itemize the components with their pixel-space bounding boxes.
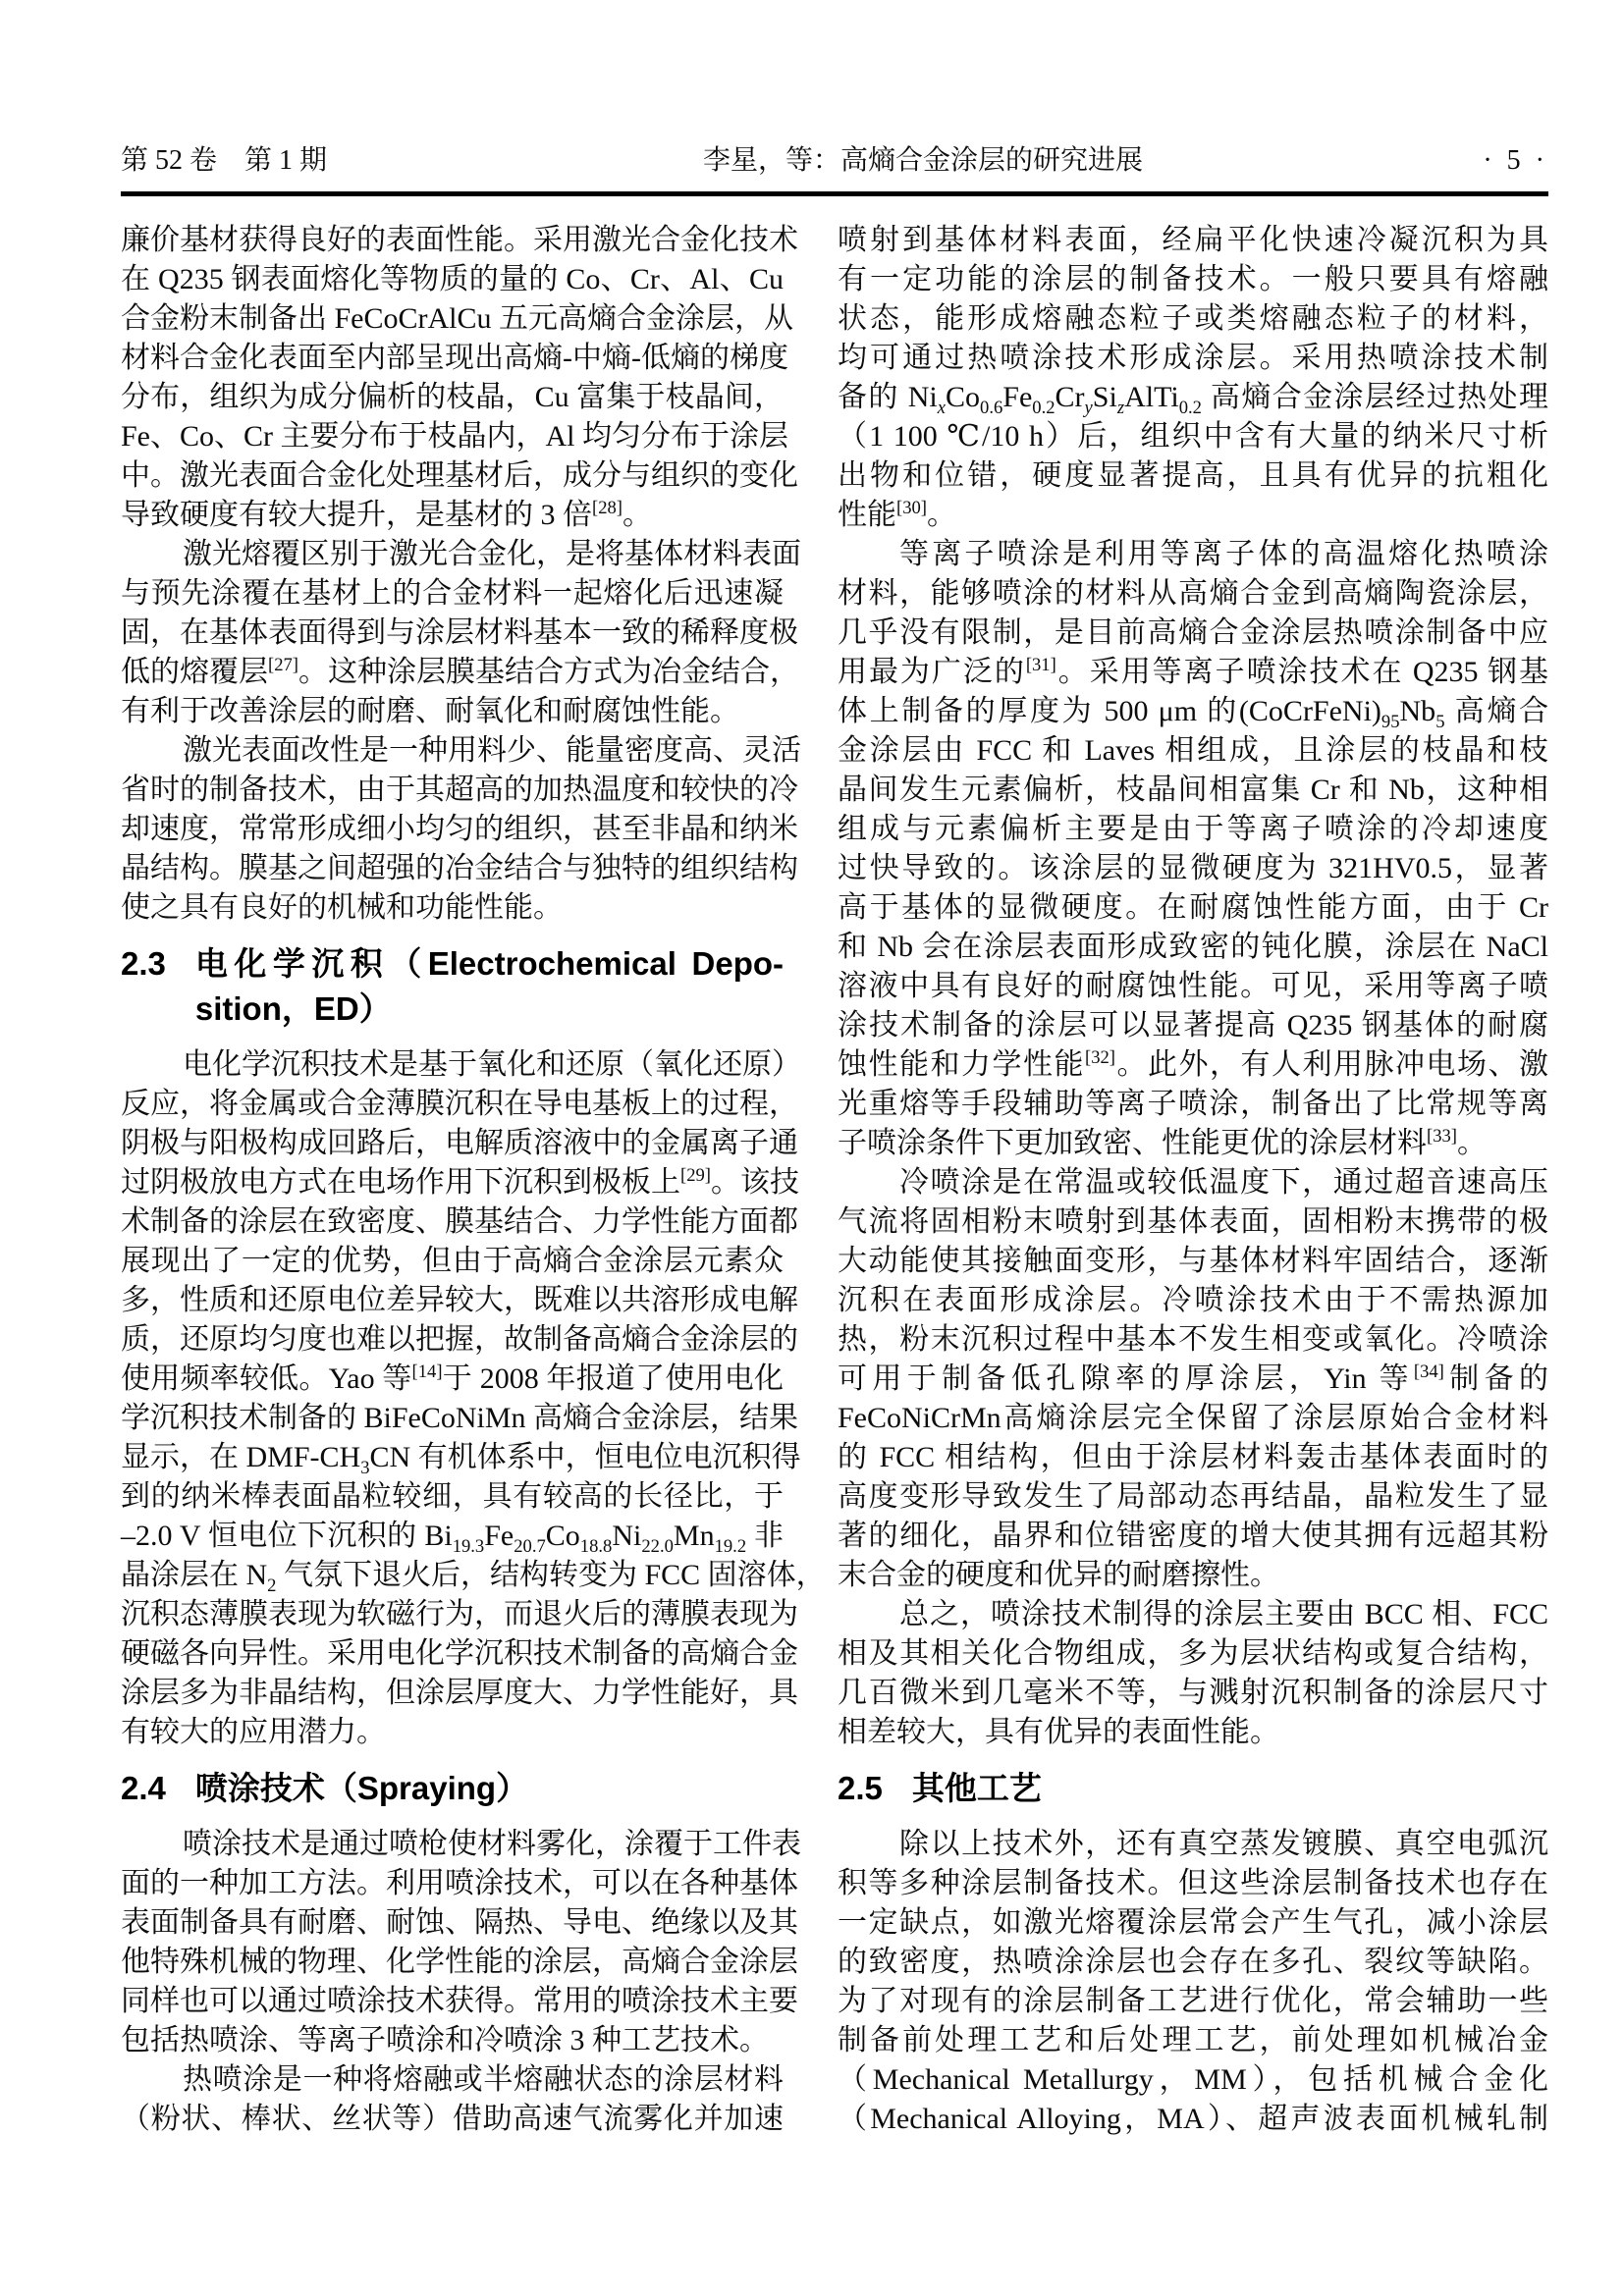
text-line: 喷涂技术是通过喷枪使材料雾化，涂覆于工件表 <box>183 1828 801 1860</box>
text-line: 包括热喷涂、等离子喷涂和冷喷涂 3 种工艺技术。 <box>121 2024 769 2056</box>
text-line: 用最为广泛的[31]。采用等离子喷涂技术在 Q235 钢基 <box>838 655 1548 688</box>
text-line: 均可通过热喷涂技术形成涂层。采用热喷涂技术制 <box>838 342 1548 374</box>
text-line: 组成与元素偏析主要是由于等离子喷涂的冷却速度 <box>838 813 1548 845</box>
text-line: 中。激光表面合金化处理基材后，成分与组织的变化 <box>121 459 798 492</box>
text-line: （Mechanical Alloying，MA）、超声波表面机械轧制 <box>838 2103 1548 2135</box>
paragraph <box>121 1045 826 1752</box>
text-line: 溶液中具有良好的耐腐蚀性能。可见，采用等离子喷 <box>838 970 1548 1002</box>
text-line: 展现出了一定的优势，但由于高熵合金涂层元素众 <box>121 1245 784 1277</box>
text-line: FeCoNiCrMn高熵涂层完全保留了涂层原始合金材料 <box>838 1402 1548 1434</box>
section-title-line: 电化学沉积（Electrochemical Depo- <box>194 945 784 982</box>
text-line: 反应，将金属或合金薄膜沉积在导电基板上的过程， <box>121 1088 798 1120</box>
section-title-line: sition，ED） <box>194 990 392 1027</box>
text-line: 材料，能够喷涂的材料从高熵合金到高熵陶瓷涂层， <box>838 577 1548 610</box>
text-line: （1 100 ℃/10 h）后，组织中含有大量的纳米尺寸析 <box>838 420 1548 453</box>
text-line: 可用于制备低孔隙率的厚涂层，Yin 等[34]制备的 <box>838 1362 1548 1395</box>
section-number: 2.4 <box>121 1770 166 1806</box>
text-line: 涂技术制备的涂层可以显著提高 Q235 钢基体的耐腐 <box>838 1009 1548 1041</box>
text-line: 一定缺点，如激光熔覆涂层常会产生气孔，减小涂层 <box>838 1906 1548 1939</box>
section-title <box>195 1766 784 1811</box>
paragraph <box>121 221 798 535</box>
text-line: 的致密度，热喷涂涂层也会存在多孔、裂纹等缺陷。 <box>838 1946 1548 1978</box>
section-title <box>195 941 784 1032</box>
page-number: · 5 · <box>1483 145 1548 176</box>
text-line: 末合金的硬度和优异的耐磨擦性。 <box>838 1559 1279 1591</box>
text-line: 状态，能形成熔融态粒子或类熔融态粒子的材料， <box>838 302 1548 335</box>
text-line: 到的纳米棒表面晶粒较细，具有较高的长径比，于 <box>121 1480 784 1513</box>
text-line: 出物和位错，硬度显著提高，且具有优异的抗粗化 <box>838 459 1548 492</box>
right-column <box>838 221 1548 2139</box>
text-line: 相差较大，具有优异的表面性能。 <box>838 1716 1279 1748</box>
text-line: 大动能使其接触面变形，与基体材料牢固结合，逐渐 <box>838 1245 1548 1277</box>
text-line: 学沉积技术制备的 BiFeCoNiMn 高熵合金涂层，结果 <box>121 1402 799 1434</box>
text-line: 过快导致的。该涂层的显微硬度为 321HV0.5，显著 <box>838 852 1548 884</box>
text-line: 阴极与阳极构成回路后，电解质溶液中的金属离子通 <box>121 1127 798 1159</box>
text-line: 分布，组织为成分偏析的枝晶，Cu 富集于枝晶间， <box>121 381 784 413</box>
text-line: 他特殊机械的物理、化学性能的涂层，高熵合金涂层 <box>121 1946 798 1978</box>
section-number: 2.3 <box>121 945 166 982</box>
text-line: 与预先涂覆在基材上的合金材料一起熔化后迅速凝 <box>121 577 784 610</box>
text-line: 冷喷涂是在常温或较低温度下，通过超音速高压 <box>899 1166 1548 1199</box>
text-line: 多，性质和还原电位差异较大，既难以共溶形成电解 <box>121 1284 798 1316</box>
text-line: 备的 $Ni_xCo_{0.6}Fe_{0.2}Cr_ySi_zAlTi_{0.2}$ 高熵合金涂层经过热处理 <box>838 381 1549 418</box>
text-line: 低的熔覆层[27]。这种涂层膜基结合方式为冶金结合， <box>121 655 799 688</box>
text-line: 著的细化，晶界和位错密度的增大使其拥有远超其粉 <box>838 1520 1548 1552</box>
paragraph <box>121 731 801 928</box>
paragraph <box>121 2060 784 2139</box>
text-line: 晶结构。膜基之间超强的冶金结合与独特的组织结构 <box>121 852 798 884</box>
text-line: 制备前处理工艺和后处理工艺，前处理如机械冶金 <box>838 2024 1548 2056</box>
text-line: 有较大的应用潜力。 <box>121 1716 386 1748</box>
text-line: 在 Q235 钢表面熔化等物质的量的 Co、Cr、Al、Cu <box>121 263 784 295</box>
text-line: 电化学沉积技术是基于氧化和还原（氧化还原） <box>183 1048 801 1081</box>
text-line: 固，在基体表面得到与涂层材料基本一致的稀释度极 <box>121 616 798 649</box>
journal-volume-issue: 第 52 卷 第 1 期 <box>121 145 328 176</box>
text-line: 热，粉末沉积过程中基本不发生相变或氧化。冷喷涂 <box>838 1323 1548 1356</box>
paragraph <box>838 535 1548 1163</box>
text-line: 有一定功能的涂层的制备技术。一般只要具有熔融 <box>838 263 1548 295</box>
page-header <box>121 143 1548 179</box>
text-line: 气流将固相粉末喷射到基体表面，固相粉末携带的极 <box>838 1205 1548 1238</box>
page-content <box>121 143 1548 2139</box>
text-line: 使之具有良好的机械和功能性能。 <box>121 891 563 924</box>
paragraph <box>838 221 1548 535</box>
text-line: （Mechanical Metallurgy，MM），包括机械合金化 <box>838 2063 1548 2096</box>
text-line: 高度变形导致发生了局部动态再结晶，晶粒发生了显 <box>838 1480 1548 1513</box>
text-line: 沉积态薄膜表现为软磁行为，而退火后的薄膜表现为 <box>121 1598 798 1630</box>
text-line: –2.0 V 恒电位下沉积的 $Bi_{19.3}Fe_{20.7}Co_{18.8}Ni_{22.0}Mn_{19.2}$ 非 <box>121 1520 784 1557</box>
text-line: 术制备的涂层在致密度、膜基结合、力学性能方面都 <box>121 1205 798 1238</box>
paragraph <box>838 1163 1548 1595</box>
text-line: 合金粉末制备出 FeCoCrAlCu 五元高熵合金涂层，从 <box>121 302 794 335</box>
text-line: 硬磁各向异性。采用电化学沉积技术制备的高熵合金 <box>121 1637 798 1670</box>
text-line: 晶间发生元素偏析，枝晶间相富集 Cr 和 Nb，这种相 <box>838 774 1548 806</box>
paragraph <box>838 1825 1548 2139</box>
left-column <box>121 221 826 2139</box>
text-line: 晶涂层在 $N_2$ 气氛下退火后，结构转变为 FCC 固溶体， <box>121 1559 826 1596</box>
text-line: 的 FCC 相结构，但由于涂层材料轰击基体表面时的 <box>838 1441 1548 1473</box>
section-heading <box>838 1766 1548 1811</box>
text-line: 光重熔等手段辅助等离子喷涂，制备出了比常规等离 <box>838 1088 1548 1120</box>
section-heading <box>121 1766 784 1811</box>
text-line: 子喷涂条件下更加致密、性能更优的涂层材料[33]。 <box>838 1126 1487 1159</box>
two-column-body <box>121 221 1548 2139</box>
paragraph <box>838 1595 1548 1752</box>
text-line: 却速度，常常形成细小均匀的组织，甚至非晶和纳米 <box>121 813 798 845</box>
text-line: 有利于改善涂层的耐磨、耐氧化和耐腐蚀性能。 <box>121 695 739 727</box>
text-line: Fe、Co、Cr 主要分布于枝晶内，Al 均匀分布于涂层 <box>121 420 789 453</box>
text-line: 金涂层由 FCC 和 Laves 相组成，且涂层的枝晶和枝 <box>838 734 1548 767</box>
paragraph <box>121 1825 801 2060</box>
text-line: 质，还原均匀度也难以把握，故制备高熵合金涂层的 <box>121 1323 798 1356</box>
section-number: 2.5 <box>838 1770 883 1806</box>
text-line: 同样也可以通过喷涂技术获得。常用的喷涂技术主要 <box>121 1985 798 2017</box>
text-line: 和 Nb 会在涂层表面形成致密的钝化膜，涂层在 NaCl <box>838 931 1548 963</box>
text-line: 涂层多为非晶结构，但涂层厚度大、力学性能好，具 <box>121 1677 798 1709</box>
text-line: 导致硬度有较大提升，是基材的 3 倍[28]。 <box>121 498 652 531</box>
text-line: 性能[30]。 <box>838 498 956 531</box>
text-line: 沉积在表面形成涂层。冷喷涂技术由于不需热源加 <box>838 1284 1548 1316</box>
text-line: 激光表面改性是一种用料少、能量密度高、灵活 <box>183 734 801 767</box>
text-line: 积等多种涂层制备技术。但这些涂层制备技术也存在 <box>838 1867 1548 1899</box>
section-heading <box>121 941 784 1032</box>
running-title: 李星，等：高熵合金涂层的研究进展 <box>702 145 1143 176</box>
text-line: 高于基体的显微硬度。在耐腐蚀性能方面，由于 Cr <box>838 891 1548 924</box>
text-line: 几百微米到几毫米不等，与溅射沉积制备的涂层尺寸 <box>838 1677 1548 1709</box>
text-line: 喷射到基体材料表面，经扁平化快速冷凝沉积为具 <box>838 224 1548 256</box>
section-title <box>912 1766 1548 1811</box>
text-line: 廉价基材获得良好的表面性能。采用激光合金化技术 <box>121 224 798 256</box>
text-line: 等离子喷涂是利用等离子体的高温熔化热喷涂 <box>899 538 1548 570</box>
text-line: 面的一种加工方法。利用喷涂技术，可以在各种基体 <box>121 1867 798 1899</box>
text-line: 过阴极放电方式在电场作用下沉积到极板上[29]。该技 <box>121 1165 799 1199</box>
text-line: 热喷涂是一种将熔融或半熔融状态的涂层材料 <box>183 2063 784 2096</box>
text-line: 相及其相关化合物组成，多为层状结构或复合结构， <box>838 1637 1548 1670</box>
text-line: 体上制备的厚度为 500 μm 的$(CoCrFeNi)_{95}Nb_5$ 高熵合 <box>838 695 1548 732</box>
text-line: 为了对现有的涂层制备工艺进行优化，常会辅助一些 <box>838 1985 1548 2017</box>
section-title-line: 喷涂技术（Spraying） <box>194 1770 529 1806</box>
text-line: 显示，在 DMF-$CH_3CN$ 有机体系中，恒电位电沉积得 <box>121 1441 801 1478</box>
paragraph <box>121 535 801 731</box>
text-line: 几乎没有限制，是目前高熵合金涂层热喷涂制备中应 <box>838 616 1548 649</box>
text-line: 使用频率较低。Yao 等[14]于 2008 年报道了使用电化 <box>121 1362 785 1395</box>
text-line: 表面制备具有耐磨、耐蚀、隔热、导电、绝缘以及其 <box>121 1906 798 1939</box>
text-line: 材料合金化表面至内部呈现出高熵-中熵-低熵的梯度 <box>121 342 788 374</box>
text-line: 除以上技术外，还有真空蒸发镀膜、真空电弧沉 <box>899 1828 1548 1860</box>
header-rule <box>121 191 1548 196</box>
text-line: 省时的制备技术，由于其超高的加热温度和较快的冷 <box>121 774 798 806</box>
text-line: 蚀性能和力学性能[32]。此外，有人利用脉冲电场、激 <box>838 1047 1549 1081</box>
section-title-line: 其他工艺 <box>911 1770 1042 1806</box>
column-gutter <box>784 221 838 2139</box>
text-line: 激光熔覆区别于激光合金化，是将基体材料表面 <box>183 538 801 570</box>
text-line: （粉状、棒状、丝状等）借助高速气流雾化并加速 <box>121 2103 784 2135</box>
text-line: 总之，喷涂技术制得的涂层主要由 BCC 相、FCC <box>899 1598 1548 1630</box>
